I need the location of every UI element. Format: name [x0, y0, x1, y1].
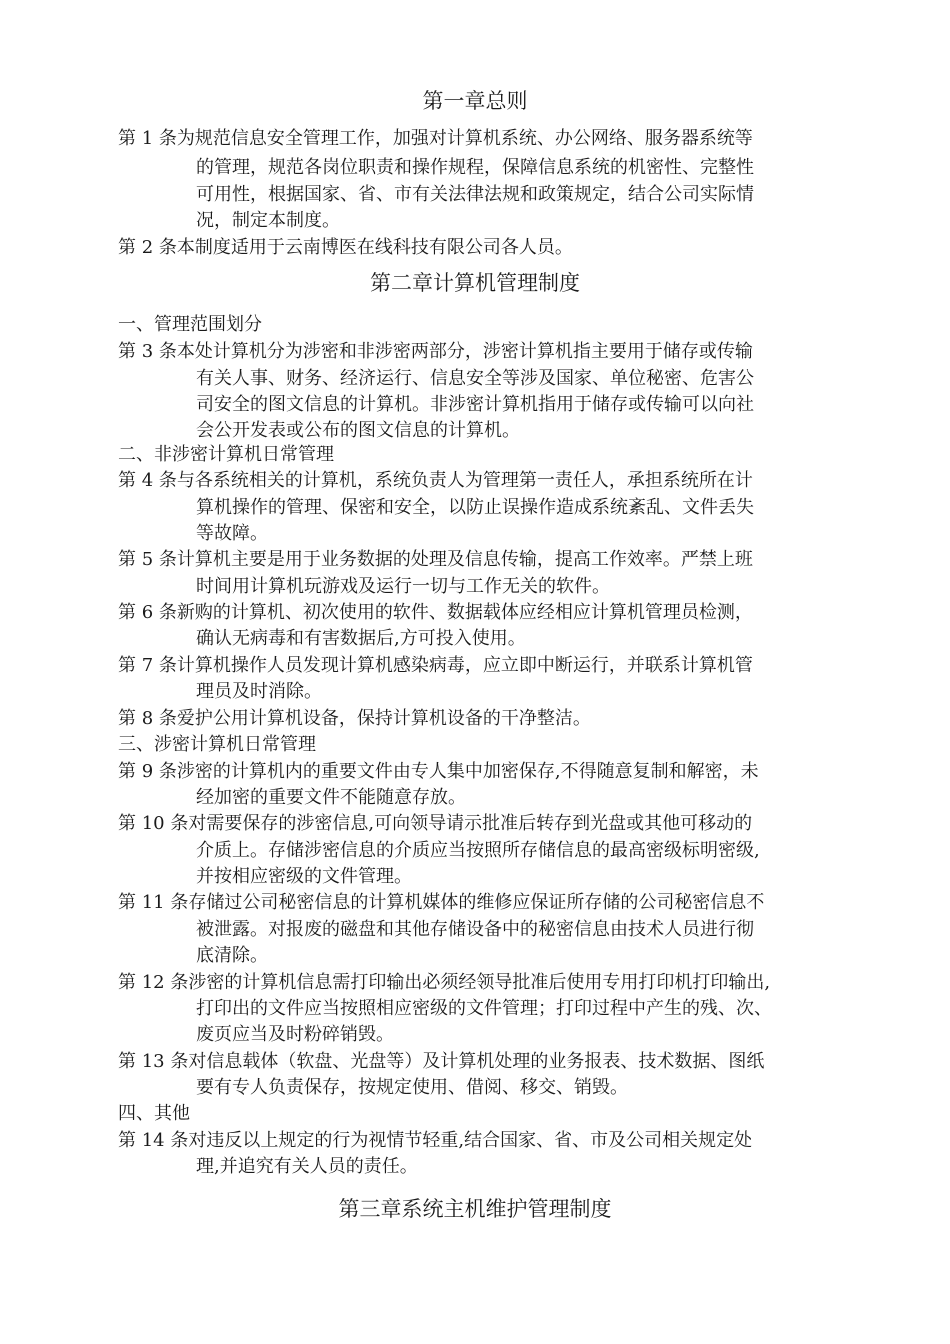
- article-6-line: 确认无病毒和有害数据后,方可投入使用。: [196, 628, 526, 649]
- chapter-title: 第一章总则: [422, 89, 528, 113]
- section-heading: 一、管理范围划分: [118, 314, 262, 335]
- article-14-line: 理,并追究有关人员的责任。: [196, 1156, 418, 1177]
- section-heading: 三、涉密计算机日常管理: [118, 734, 316, 755]
- article-4-line: 第 4 条与各系统相关的计算机，系统负责人为管理第一责任人，承担系统所在计: [118, 470, 753, 491]
- article-12-line: 废页应当及时粉碎销毁。: [196, 1024, 394, 1045]
- article-12-line: 打印出的文件应当按照相应密级的文件管理；打印过程中产生的残、次、: [196, 998, 772, 1019]
- article-14-line: 第 14 条对违反以上规定的行为视情节轻重,结合国家、省、市及公司相关规定处: [118, 1130, 753, 1151]
- article-3-line: 第 3 条本处计算机分为涉密和非涉密两部分，涉密计算机指主要用于储存或传输: [118, 341, 753, 362]
- article-3-line: 有关人事、财务、经济运行、信息安全等涉及国家、单位秘密、危害公: [196, 368, 754, 389]
- article-12-line: 第 12 条涉密的计算机信息需打印输出必须经领导批准后使用专用打印机打印输出,: [118, 972, 771, 993]
- article-13-line: 第 13 条对信息载体（软盘、光盘等）及计算机处理的业务报表、技术数据、图纸: [118, 1051, 765, 1072]
- article-4-line: 等故障。: [196, 523, 268, 544]
- article-1-line: 第 1 条为规范信息安全管理工作，加强对计算机系统、办公网络、服务器系统等: [118, 128, 753, 149]
- article-7-line: 第 7 条计算机操作人员发现计算机感染病毒，应立即中断运行，并联系计算机管: [118, 655, 753, 676]
- article-11-line: 第 11 条存储过公司秘密信息的计算机媒体的维修应保证所存储的公司秘密信息不: [118, 892, 765, 913]
- article-4-line: 算机操作的管理、保密和安全，以防止误操作造成系统紊乱、文件丢失: [196, 497, 754, 518]
- article-8-line: 第 8 条爱护公用计算机设备，保持计算机设备的干净整洁。: [118, 708, 591, 729]
- article-6-line: 第 6 条新购的计算机、初次使用的软件、数据载体应经相应计算机管理员检测，: [118, 602, 753, 623]
- section-heading: 四、其他: [118, 1103, 190, 1124]
- article-11-line: 被泄露。对报废的磁盘和其他存储设备中的秘密信息由技术人员进行彻: [196, 919, 754, 940]
- article-3-line: 司安全的图文信息的计算机。非涉密计算机指用于储存或传输可以向社: [196, 394, 754, 415]
- article-1-line: 的管理，规范各岗位职责和操作规程，保障信息系统的机密性、完整性: [196, 157, 754, 178]
- article-9-line: 第 9 条涉密的计算机内的重要文件由专人集中加密保存,不得随意复制和解密，未: [118, 761, 759, 782]
- article-9-line: 经加密的重要文件不能随意存放。: [196, 787, 466, 808]
- article-3-line: 会公开发表或公布的图文信息的计算机。: [196, 420, 520, 441]
- article-7-line: 理员及时消除。: [196, 681, 322, 702]
- article-1-line: 况，制定本制度。: [196, 210, 340, 231]
- chapter-title: 第三章系统主机维护管理制度: [338, 1197, 612, 1221]
- article-10-line: 第 10 条对需要保存的涉密信息,可向领导请示批准后转存到光盘或其他可移动的: [118, 813, 753, 834]
- article-13-line: 要有专人负责保存，按规定使用、借阅、移交、销毁。: [196, 1077, 628, 1098]
- article-1-line: 可用性，根据国家、省、市有关法律法规和政策规定，结合公司实际情: [196, 184, 754, 205]
- chapter-title: 第二章计算机管理制度: [370, 271, 580, 295]
- article-5-line: 第 5 条计算机主要是用于业务数据的处理及信息传输，提高工作效率。严禁上班: [118, 549, 753, 570]
- article-5-line: 时间用计算机玩游戏及运行一切与工作无关的软件。: [196, 576, 610, 597]
- article-2-line: 第 2 条本制度适用于云南博医在线科技有限公司各人员。: [118, 237, 573, 258]
- article-10-line: 并按相应密级的文件管理。: [196, 866, 412, 887]
- article-10-line: 介质上。存储涉密信息的介质应当按照所存储信息的最高密级标明密级,: [196, 840, 760, 861]
- article-11-line: 底清除。: [196, 945, 268, 966]
- section-heading: 二、非涉密计算机日常管理: [118, 444, 334, 465]
